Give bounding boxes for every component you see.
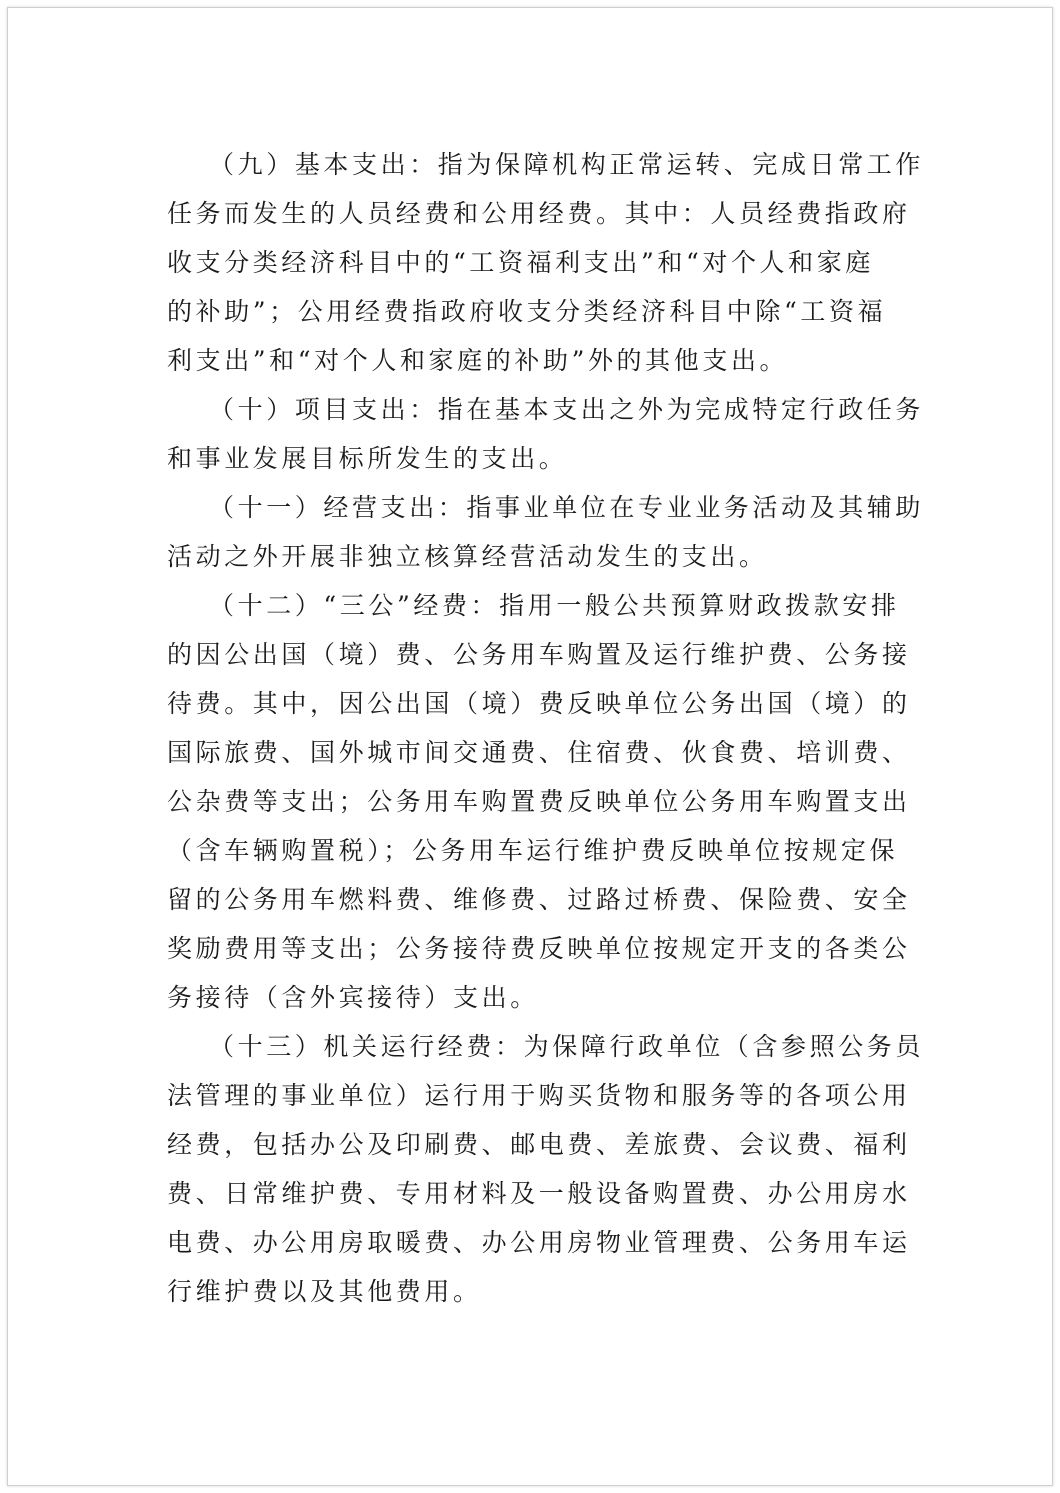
paragraph-11-line: 活动之外开展非独立核算经营活动发生的支出。 <box>167 542 768 571</box>
paragraph-13-line: 费、日常维护费、专用材料及一般设备购置费、办公用房水 <box>167 1179 911 1208</box>
paragraph-12-line: 公杂费等支出；公务用车购置费反映单位公务用车购置支出 <box>167 787 911 816</box>
paragraph-9-line: 利支出”和“对个人和家庭的补助”外的其他支出。 <box>167 346 789 375</box>
paragraph-12-line: 的因公出国（境）费、公务用车购置及运行维护费、公务接 <box>167 640 911 669</box>
paragraph-10-line: 和事业发展目标所发生的支出。 <box>167 444 568 473</box>
paragraph-13-line: 电费、办公用房取暖费、办公用房物业管理费、公务用车运 <box>167 1228 911 1257</box>
paragraph-10-line: （十）项目支出：指在基本支出之外为完成特定行政任务 <box>209 395 925 424</box>
paragraph-13-line: 经费，包括办公及印刷费、邮电费、差旅费、会议费、福利 <box>167 1130 911 1159</box>
paragraph-9-line: 的补助”；公用经费指政府收支分类经济科目中除“工资福 <box>167 297 887 326</box>
paragraph-9-line: 任务而发生的人员经费和公用经费。其中：人员经费指政府 <box>167 199 911 228</box>
paragraph-12-line: （十二）“三公”经费：指用一般公共预算财政拨款安排 <box>209 591 900 620</box>
paragraph-11-line: （十一）经营支出：指事业单位在专业业务活动及其辅助 <box>209 493 925 522</box>
paragraph-13-line: 法管理的事业单位）运行用于购买货物和服务等的各项公用 <box>167 1081 911 1110</box>
paragraph-12-line: 留的公务用车燃料费、维修费、过路过桥费、保险费、安全 <box>167 885 911 914</box>
paragraph-9-line: （九）基本支出：指为保障机构正常运转、完成日常工作 <box>209 150 925 179</box>
paragraph-12-line: （含车辆购置税）；公务用车运行维护费反映单位按规定保 <box>167 836 899 865</box>
paragraph-13-line: 行维护费以及其他费用。 <box>167 1277 482 1306</box>
paragraph-9-line: 收支分类经济科目中的“工资福利支出”和“对个人和家庭 <box>167 248 874 277</box>
paragraph-12-line: 奖励费用等支出；公务接待费反映单位按规定开支的各类公 <box>167 934 911 963</box>
paragraph-12-line: 务接待（含外宾接待）支出。 <box>167 983 539 1012</box>
document-body <box>167 140 925 1316</box>
paragraph-13-line: （十三）机关运行经费：为保障行政单位（含参照公务员 <box>209 1032 925 1061</box>
paragraph-12-line: 国际旅费、国外城市间交通费、住宿费、伙食费、培训费、 <box>167 738 911 767</box>
paragraph-12-line: 待费。其中，因公出国（境）费反映单位公务出国（境）的 <box>167 689 911 718</box>
